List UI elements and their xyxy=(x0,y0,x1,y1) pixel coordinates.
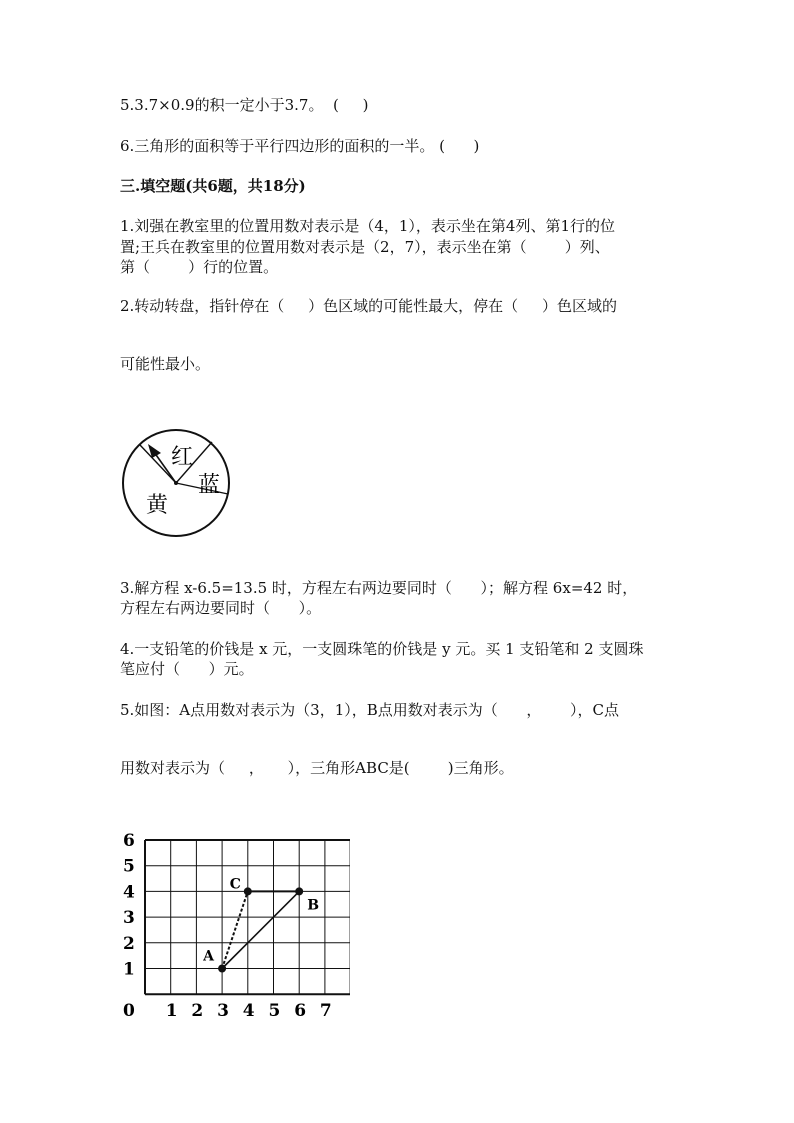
q1-line-3: 第（ ）行的位置。 xyxy=(120,258,279,276)
coordinate-grid-figure xyxy=(110,828,350,1018)
point-c xyxy=(244,887,252,895)
judgment-q5: 5.3.7×0.9的积一定小于3.7。 ( ) xyxy=(120,96,369,114)
judgment-q6: 6.三角形的面积等于平行四边形的面积的一半。 ( ) xyxy=(120,137,480,155)
q2-line-2: 可能性最小。 xyxy=(120,355,211,373)
q3-line-1: 3.解方程 x-6.5=13.5 时，方程左右两边要同时（ ）；解方程 6x=42 时， xyxy=(120,579,638,597)
point-a xyxy=(218,965,226,973)
q3-line-2: 方程左右两边要同时（ ）。 xyxy=(120,599,322,617)
grid-y-tick-label: 4 xyxy=(123,882,135,903)
grid-y-tick-label: 1 xyxy=(123,959,135,980)
point-a-label: A xyxy=(203,948,214,965)
spinner-center xyxy=(174,481,178,485)
point-b xyxy=(295,887,303,895)
spinner-label-red: 红 xyxy=(171,445,194,470)
grid-x-tick-label: 2 xyxy=(191,1001,204,1018)
grid-x-tick-label: 7 xyxy=(319,1001,332,1018)
q1-line-2: 置;王兵在教室里的位置用数对表示是（2，7），表示坐在第（ ）列、 xyxy=(120,238,610,256)
q1-line-1: 1.刘强在教室里的位置用数对表示是（4，1），表示坐在第4列、第1行的位 xyxy=(120,217,615,235)
point-b-label: B xyxy=(307,897,320,914)
triangle-abc xyxy=(202,876,319,972)
grid-x-tick-label: 3 xyxy=(217,1001,229,1018)
grid-y-tick-label: 2 xyxy=(123,933,135,954)
q5-line-2: 用数对表示为（ ， ），三角形ABC是( )三角形。 xyxy=(120,759,514,777)
q2-line-1: 2.转动转盘，指针停在（ ）色区域的可能性最大，停在（ ）色区域的 xyxy=(120,297,617,315)
spinner-figure xyxy=(118,428,238,540)
grid-x-tick-label: 6 xyxy=(294,1001,307,1018)
grid-y-tick-label: 5 xyxy=(123,856,135,877)
grid-x-tick-label: 4 xyxy=(242,1001,255,1018)
grid-y-tick-label: 3 xyxy=(123,908,135,929)
q5-line-1: 5.如图：A点用数对表示为（3，1），B点用数对表示为（ ， ），C点 xyxy=(120,701,619,719)
grid-lines xyxy=(145,840,350,994)
segment-ab xyxy=(222,891,299,968)
spinner-label-yellow: 黄 xyxy=(146,493,169,518)
grid-tick-labels xyxy=(123,831,332,1018)
point-c-label: C xyxy=(229,876,241,893)
spinner-label-blue: 蓝 xyxy=(198,473,221,498)
segment-ac xyxy=(222,891,248,968)
grid-y-tick-label: 6 xyxy=(123,831,135,851)
q4-line-1: 4.一支铅笔的价钱是 x 元，一支圆珠笔的价钱是 y 元。买 1 支铅笔和 2 支圆珠 xyxy=(120,640,644,658)
q4-line-2: 笔应付（ ）元。 xyxy=(120,660,254,678)
grid-x-tick-label: 5 xyxy=(268,1001,281,1018)
section-title: 三.填空题(共6题，共18分) xyxy=(120,177,306,195)
grid-x-tick-label: 0 xyxy=(123,1001,135,1018)
grid-x-tick-label: 1 xyxy=(165,1001,178,1018)
